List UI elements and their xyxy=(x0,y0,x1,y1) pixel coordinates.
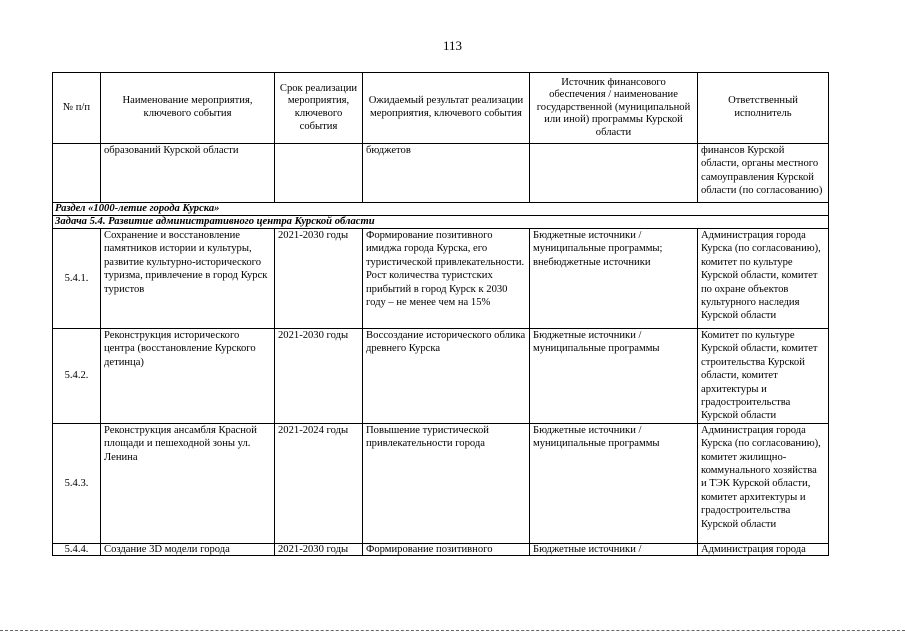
cell-funding-source: Бюджетные источники / муниципальные программы xyxy=(530,423,698,543)
cell-event-name: Сохранение и восстановление памятников истории и культуры, развитие культурно-исторического туризма, привлечение в город Курск туристов xyxy=(101,229,275,329)
table-row xyxy=(53,423,829,543)
cell-executor: финансов Курской области, органы местного самоуправления Курской области (по согласованию) xyxy=(698,144,829,203)
cell-event-name: Реконструкция ансамбля Красной площади и пешеходной зоны ул. Ленина xyxy=(101,423,275,543)
section-title: Раздел «1000-летие города Курска» xyxy=(53,203,829,216)
header-expected-result: Ожидаемый результат реализации мероприятия, ключевого события xyxy=(363,73,530,144)
cell-executor: Комитет по культуре Курской области, комитет строительства Курской области, комитет архитектуры и градостроительства Курской области xyxy=(698,329,829,424)
cell-term: 2021-2030 годы xyxy=(275,543,363,555)
header-number: № п/п xyxy=(53,73,101,144)
cell-term: 2021-2030 годы xyxy=(275,329,363,424)
cell-event-name: образований Курской области xyxy=(101,144,275,203)
page-number: 113 xyxy=(442,38,463,53)
cell-number xyxy=(53,144,101,203)
table-header-row xyxy=(53,73,829,144)
cell-number: 5.4.2. xyxy=(53,329,101,424)
header-event-name: Наименование мероприятия, ключевого события xyxy=(101,73,275,144)
table-row-continuation xyxy=(53,144,829,203)
cell-expected-result: Повышение туристической привлекательности города xyxy=(363,423,530,543)
cell-funding-source: Бюджетные источники / xyxy=(530,543,698,555)
table-row xyxy=(53,329,829,424)
cell-event-name: Создание 3D модели города xyxy=(101,543,275,555)
cell-funding-source: Бюджетные источники / муниципальные программы xyxy=(530,329,698,424)
cell-term: 2021-2030 годы xyxy=(275,229,363,329)
cell-expected-result: Формирование позитивного имиджа города Курска, его туристической привлекательности. Рост количества туристских прибытий в город Курск к 2030 году – не менее чем на 15% xyxy=(363,229,530,329)
cell-executor: Администрация города Курска (по согласованию), комитет по культуре Курской области, комитет по охране объектов культурного наследия Курской области xyxy=(698,229,829,329)
header-executor: Ответственный исполнитель xyxy=(698,73,829,144)
cell-number: 5.4.1. xyxy=(53,229,101,329)
cell-number: 5.4.3. xyxy=(53,423,101,543)
header-term: Срок реализации мероприятия, ключевого события xyxy=(275,73,363,144)
cell-funding-source: Бюджетные источники / муниципальные программы; внебюджетные источники xyxy=(530,229,698,329)
cell-number: 5.4.4. xyxy=(53,543,101,555)
cell-term xyxy=(275,144,363,203)
cell-expected-result: бюджетов xyxy=(363,144,530,203)
table-row xyxy=(53,229,829,329)
cell-executor: Администрация города xyxy=(698,543,829,555)
section-row xyxy=(53,203,829,216)
cell-funding-source xyxy=(530,144,698,203)
header-funding-source: Источник финансового обеспечения / наименование государственной (муниципальной или иной) программы Курской области xyxy=(530,73,698,144)
cell-expected-result: Формирование позитивного xyxy=(363,543,530,555)
cell-executor: Администрация города Курска (по согласованию), комитет жилищно-коммунального хозяйства и ТЭК Курской области, комитет архитектуры и градостроительства Курской области xyxy=(698,423,829,543)
table-row xyxy=(53,543,829,555)
cell-term: 2021-2024 годы xyxy=(275,423,363,543)
cell-expected-result: Воссоздание исторического облика древнего Курска xyxy=(363,329,530,424)
task-title: Задача 5.4. Развитие административного центра Курской области xyxy=(53,216,829,229)
plan-table xyxy=(52,72,829,556)
cell-event-name: Реконструкция исторического центра (восстановление Курского детинца) xyxy=(101,329,275,424)
scan-edge-divider xyxy=(0,630,905,631)
task-row xyxy=(53,216,829,229)
